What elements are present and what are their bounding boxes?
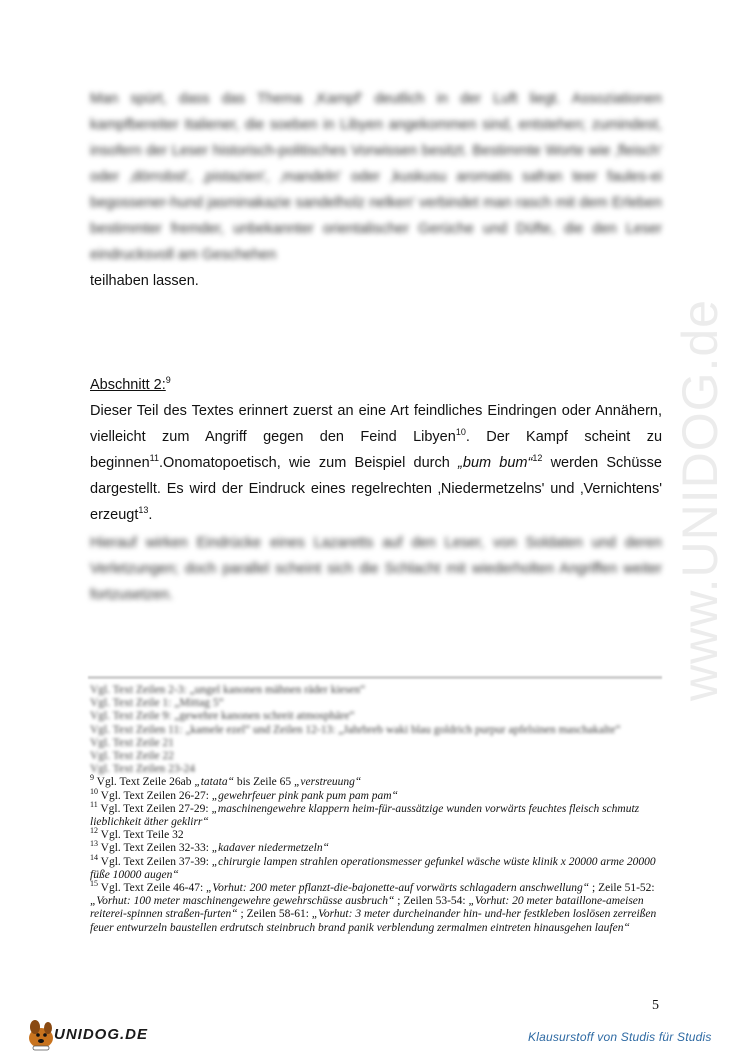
footnote-quote: „kadaver niedermetzeln“: [211, 842, 329, 855]
footnote-text: Vgl. Text Zeilen 27-29:: [100, 802, 212, 815]
section-heading: [90, 372, 662, 398]
footnote-number: 13: [90, 839, 98, 849]
footnote-quote: „verstreuung“: [294, 776, 362, 789]
paragraph-2-quote: „bum bum“: [458, 455, 533, 471]
footnote-10: [90, 786, 662, 803]
footnote-12: [90, 826, 662, 842]
section-heading-footnote-ref: 9: [165, 375, 171, 386]
footnote-text: Vgl. Text Zeile 46-47:: [100, 882, 207, 895]
footnote-text: Vgl. Text Zeilen 32-33:: [100, 842, 212, 855]
footnote-text: Vgl. Text Teile 32: [100, 829, 184, 842]
footnote-separator: [88, 676, 662, 679]
footnote-ref-10: 10: [455, 427, 466, 438]
tagline: Klausurstoff von Studis für Studis: [528, 1030, 712, 1044]
footnote-number: 9: [90, 773, 94, 783]
footnote-text: Vgl. Text Zeilen 37-39:: [100, 855, 212, 868]
footnote-11: [90, 800, 662, 829]
footnote-quote: „tatata“: [194, 776, 234, 789]
section-heading-text: Abschnitt 2:: [90, 377, 166, 393]
blurred-footnote: Vgl. Text Zeile 22: [90, 750, 174, 763]
blurred-footnotes: [90, 684, 662, 776]
footnote-quote: „Vorhut: 200 meter pflanzt-die-bajonette-auf vorwärts schlagadern anschwellung“: [206, 882, 590, 895]
blurred-footnote: Vgl. Text Zeile 9: „gewehre kanonen schreit atmosphäre“: [90, 710, 355, 723]
watermark-text: www.UNIDOG.de: [672, 299, 728, 701]
footnote-text: ; Zeilen 53-54:: [394, 895, 469, 908]
footnote-text: bis Zeile 65: [233, 776, 295, 789]
paragraph-1-tail: [90, 268, 662, 294]
footnote-number: 11: [90, 800, 98, 809]
footnote-number: 14: [90, 852, 98, 862]
footnote-ref-11: 11: [149, 453, 160, 464]
paragraph-2-text-3: .Onomatopoetisch, wie zum Beispiel durch: [159, 455, 459, 471]
watermark: [650, 270, 750, 730]
footnote-9: [90, 773, 662, 789]
footnote-ref-13: 13: [138, 505, 149, 516]
paragraph-2-text-2: . Der Kampf scheint zu beginnen: [90, 429, 663, 471]
paragraph-2-text-5: .: [148, 507, 153, 523]
footnote-text: ; Zeile 51-52:: [589, 882, 655, 895]
footnote-quote: „Vorhut: 100 meter maschinengewehre gewehrschüsse ausbruch“: [90, 895, 395, 908]
footnote-text: Vgl. Text Zeilen 26-27:: [100, 789, 212, 802]
blurred-paragraph-2: [90, 530, 662, 608]
page-number: 5: [652, 998, 659, 1013]
footnote-14: [90, 852, 662, 882]
dog-icon: [29, 1020, 53, 1050]
footnote-ref-12: 12: [532, 453, 543, 464]
footnote-quote: „Vorhut: 3 meter durcheinander hin- und-her festkleben loslösen zerreißen feuer entwurzeln baustellen erdrutsch steinbruch brand panik verblendung zermalmen eintreten hinausgehen laufen“: [90, 908, 657, 934]
blurred-footnote: Vgl. Text Zeile 21: [90, 736, 174, 749]
paragraph-2-text-4: werden Schüsse dargestellt. Es wird der Eindruck eines regelrechten ‚Niedermetzelns' und ‚Vernichtens' erzeugt: [90, 455, 662, 523]
paragraph-1-tail-text: teilhaben lassen.: [90, 273, 199, 289]
footnote-quote: „Vorhut: 20 meter bataillone-ameisen reiterei-spinnen straßen-furten“: [90, 895, 644, 921]
footnote-text: ; Zeilen 58-61:: [237, 908, 312, 921]
paragraph-2-text-1: Dieser Teil des Textes erinnert zuerst an eine Art feindliches Eindringen oder Annähern, vielleicht zum Angriff gegen den Feind Libyen: [90, 403, 662, 445]
footnote-15: [90, 879, 662, 935]
footnotes: [90, 684, 662, 935]
blurred-footnote: Vgl. Text Zeilen 2-3: „ungel kanonen mähnen räder kiesen“: [90, 684, 366, 696]
footnote-quote: „maschinengewehre klappern heim-für-aussätzige wunden vorwärts feuchtes fleisch schmutz lieblichkeit äther geklirr“: [90, 802, 640, 829]
footnote-quote: „gewehrfeuer pink pank pum pam pam“: [211, 789, 398, 802]
blurred-paragraph-2-text: Hierauf wirken Eindrücke eines Lazaretts auf den Leser, von Soldaten und deren Verletzungen; doch parallel scheint sich die Schlacht mit wiederholten Angriffen weiter fortzusetzen.: [90, 535, 662, 603]
paragraph-2: [90, 398, 662, 528]
blurred-footnote: Vgl. Text Zeilen 23-24: [90, 763, 196, 776]
blurred-footnote: Vgl. Text Zeilen 11: „kamele ezel“ und Zeilen 12-13: „Jahrbreb waki blau goldrich purpur apfelsinen maschakalte“: [90, 723, 621, 736]
footnote-number: 12: [90, 826, 98, 836]
blurred-paragraph-1: [90, 86, 662, 268]
footnote-13: [90, 839, 662, 855]
logo-text: UNIDOG.DE: [54, 1026, 149, 1043]
footnote-number: 15: [90, 879, 98, 889]
blurred-paragraph-1-text: Man spürt, dass das Thema ‚Kampf' deutlich in der Luft liegt. Assoziationen kampfbereiter Italiener, die soeben in Libyen angekommen sind, entstehen; zumindest, insofern der Leser historisch-politisches Vorwissen besitzt. Bestimmte Worte wie ‚fleisch' oder ‚dörrobst', ‚pistazien', ‚mandeln' oder ‚kuskusu aromatis safran teer faules-ei begossener-hund jasminakazie sandelholz nelken' verbindet man rasch mit dem Erleben bestimmter fremder, unbekannter orientalischer Gerüche und Düfte, die den Leser eindrucksvoll am Geschehen: [90, 91, 662, 263]
footnote-quote: „chirurgie lampen strahlen operationsmesser gefunkel wäsche wüste klinik x 20000 arme 20000 füße 10000 augen“: [90, 855, 656, 881]
footnote-text: Vgl. Text Zeile 26ab: [96, 776, 195, 789]
blurred-footnote: Vgl. Text Zeile 1: „Mittag 5“: [90, 697, 224, 710]
footnote-number: 10: [90, 786, 98, 796]
